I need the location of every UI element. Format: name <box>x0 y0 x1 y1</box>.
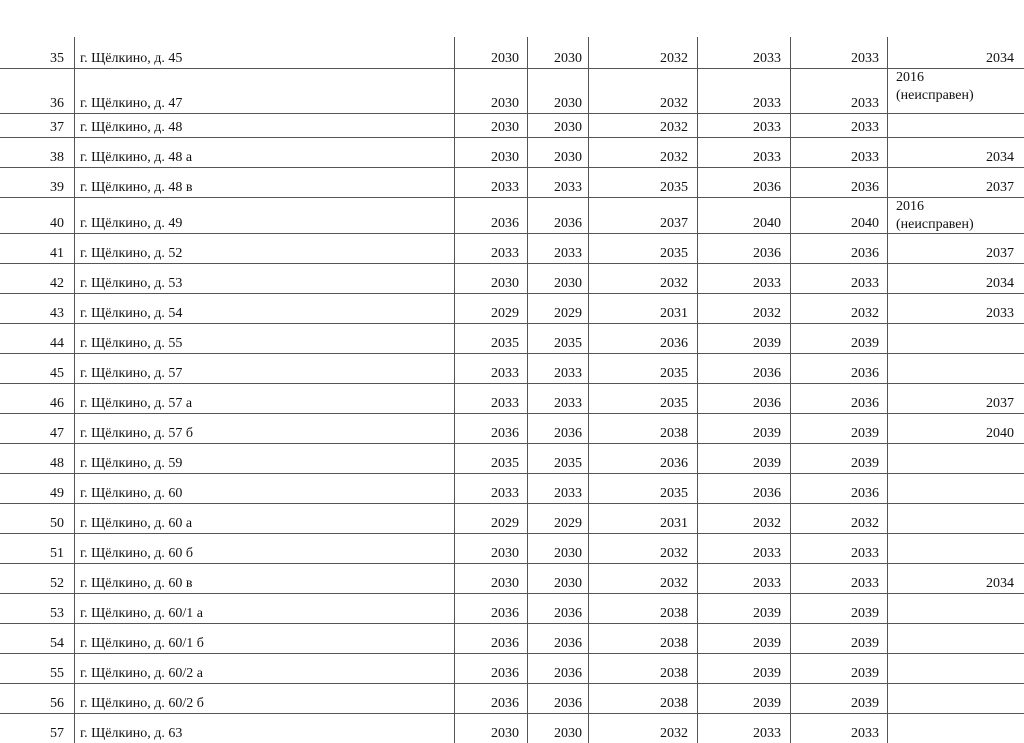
table-row-divider <box>0 413 1024 414</box>
year-cell-6: 2037 <box>986 396 1014 411</box>
year-cell-1: 2036 <box>491 426 519 441</box>
status-note: 2016 <box>896 199 924 214</box>
row-number: 35 <box>50 51 64 66</box>
year-cell-1: 2033 <box>491 486 519 501</box>
row-number: 37 <box>50 120 64 135</box>
table-row-divider <box>0 137 1024 138</box>
year-cell-2: 2030 <box>554 276 582 291</box>
year-cell-2: 2036 <box>554 606 582 621</box>
address-cell: г. Щёлкино, д. 59 <box>80 456 183 471</box>
table-row-divider <box>0 653 1024 654</box>
year-cell-3: 2031 <box>660 306 688 321</box>
year-cell-4: 2036 <box>753 366 781 381</box>
address-cell: г. Щёлкино, д. 60/1 а <box>80 606 203 621</box>
year-cell-3: 2036 <box>660 456 688 471</box>
address-cell: г. Щёлкино, д. 60/2 а <box>80 666 203 681</box>
row-number: 45 <box>50 366 64 381</box>
year-cell-3: 2036 <box>660 336 688 351</box>
year-cell-5: 2036 <box>851 396 879 411</box>
year-cell-1: 2030 <box>491 150 519 165</box>
year-cell-4: 2039 <box>753 636 781 651</box>
year-cell-1: 2033 <box>491 396 519 411</box>
year-cell-4: 2039 <box>753 666 781 681</box>
address-cell: г. Щёлкино, д. 48 а <box>80 150 193 165</box>
row-number: 46 <box>50 396 64 411</box>
year-cell-4: 2033 <box>753 96 781 111</box>
address-cell: г. Щёлкино, д. 48 <box>80 120 183 135</box>
year-cell-1: 2036 <box>491 606 519 621</box>
year-cell-2: 2036 <box>554 216 582 231</box>
year-cell-1: 2033 <box>491 180 519 195</box>
row-number: 48 <box>50 456 64 471</box>
year-cell-1: 2029 <box>491 516 519 531</box>
table-row-divider <box>0 623 1024 624</box>
year-cell-3: 2031 <box>660 516 688 531</box>
table-row-divider <box>0 713 1024 714</box>
year-cell-3: 2032 <box>660 51 688 66</box>
year-cell-6: 2033 <box>986 306 1014 321</box>
year-cell-1: 2030 <box>491 726 519 741</box>
address-cell: г. Щёлкино, д. 48 в <box>80 180 193 195</box>
year-cell-2: 2035 <box>554 336 582 351</box>
year-cell-3: 2032 <box>660 150 688 165</box>
year-cell-5: 2033 <box>851 726 879 741</box>
year-cell-3: 2035 <box>660 246 688 261</box>
year-cell-5: 2036 <box>851 366 879 381</box>
address-cell: г. Щёлкино, д. 60 а <box>80 516 193 531</box>
year-cell-5: 2039 <box>851 456 879 471</box>
year-cell-3: 2035 <box>660 396 688 411</box>
year-cell-2: 2033 <box>554 180 582 195</box>
year-cell-5: 2033 <box>851 150 879 165</box>
row-number: 38 <box>50 150 64 165</box>
year-cell-2: 2033 <box>554 396 582 411</box>
address-cell: г. Щёлкино, д. 63 <box>80 726 183 741</box>
row-number: 53 <box>50 606 64 621</box>
row-number: 54 <box>50 636 64 651</box>
year-cell-4: 2033 <box>753 150 781 165</box>
year-cell-2: 2036 <box>554 666 582 681</box>
address-cell: г. Щёлкино, д. 53 <box>80 276 183 291</box>
address-cell: г. Щёлкино, д. 52 <box>80 246 183 261</box>
year-cell-1: 2033 <box>491 246 519 261</box>
table-row-divider <box>0 113 1024 114</box>
year-cell-3: 2032 <box>660 276 688 291</box>
year-cell-2: 2033 <box>554 486 582 501</box>
year-cell-2: 2033 <box>554 246 582 261</box>
year-cell-4: 2039 <box>753 606 781 621</box>
year-cell-4: 2039 <box>753 426 781 441</box>
row-number: 57 <box>50 726 64 741</box>
year-cell-1: 2036 <box>491 636 519 651</box>
row-number: 50 <box>50 516 64 531</box>
row-number: 43 <box>50 306 64 321</box>
year-cell-4: 2033 <box>753 546 781 561</box>
year-cell-4: 2033 <box>753 726 781 741</box>
year-cell-5: 2033 <box>851 576 879 591</box>
row-number: 41 <box>50 246 64 261</box>
table-row-divider <box>0 533 1024 534</box>
year-cell-5: 2036 <box>851 486 879 501</box>
year-cell-5: 2032 <box>851 306 879 321</box>
address-cell: г. Щёлкино, д. 60/1 б <box>80 636 204 651</box>
year-cell-2: 2036 <box>554 696 582 711</box>
row-number: 44 <box>50 336 64 351</box>
table-column-divider <box>887 37 888 743</box>
row-number: 42 <box>50 276 64 291</box>
year-cell-3: 2038 <box>660 696 688 711</box>
year-cell-2: 2030 <box>554 51 582 66</box>
table-row-divider <box>0 68 1024 69</box>
address-cell: г. Щёлкино, д. 55 <box>80 336 183 351</box>
year-cell-5: 2032 <box>851 516 879 531</box>
year-cell-4: 2039 <box>753 696 781 711</box>
address-cell: г. Щёлкино, д. 54 <box>80 306 183 321</box>
year-cell-3: 2035 <box>660 486 688 501</box>
year-cell-3: 2038 <box>660 666 688 681</box>
year-cell-2: 2030 <box>554 120 582 135</box>
year-cell-5: 2040 <box>851 216 879 231</box>
table-row-divider <box>0 263 1024 264</box>
year-cell-1: 2030 <box>491 276 519 291</box>
table-row-divider <box>0 323 1024 324</box>
year-cell-2: 2029 <box>554 306 582 321</box>
year-cell-3: 2035 <box>660 366 688 381</box>
status-note: 2016 <box>896 70 924 85</box>
year-cell-2: 2030 <box>554 546 582 561</box>
row-number: 55 <box>50 666 64 681</box>
year-cell-5: 2039 <box>851 636 879 651</box>
table-row-divider <box>0 563 1024 564</box>
year-cell-2: 2029 <box>554 516 582 531</box>
year-cell-2: 2030 <box>554 150 582 165</box>
row-number: 36 <box>50 96 64 111</box>
year-cell-6: 2034 <box>986 576 1014 591</box>
year-cell-4: 2033 <box>753 51 781 66</box>
year-cell-6: 2034 <box>986 276 1014 291</box>
year-cell-5: 2033 <box>851 276 879 291</box>
year-cell-1: 2029 <box>491 306 519 321</box>
year-cell-4: 2039 <box>753 336 781 351</box>
address-cell: г. Щёлкино, д. 57 <box>80 366 183 381</box>
table-row-divider <box>0 683 1024 684</box>
year-cell-1: 2036 <box>491 216 519 231</box>
year-cell-3: 2038 <box>660 636 688 651</box>
year-cell-2: 2036 <box>554 636 582 651</box>
address-cell: г. Щёлкино, д. 60 в <box>80 576 193 591</box>
year-cell-6: 2040 <box>986 426 1014 441</box>
year-cell-2: 2035 <box>554 456 582 471</box>
year-cell-5: 2036 <box>851 246 879 261</box>
address-cell: г. Щёлкино, д. 60 <box>80 486 183 501</box>
table-row-divider <box>0 353 1024 354</box>
address-cell: г. Щёлкино, д. 57 а <box>80 396 193 411</box>
year-cell-5: 2039 <box>851 696 879 711</box>
year-cell-1: 2030 <box>491 576 519 591</box>
address-cell: г. Щёлкино, д. 57 б <box>80 426 194 441</box>
year-cell-1: 2036 <box>491 696 519 711</box>
year-cell-3: 2035 <box>660 180 688 195</box>
year-cell-3: 2038 <box>660 606 688 621</box>
year-cell-1: 2030 <box>491 96 519 111</box>
year-cell-6: 2037 <box>986 246 1014 261</box>
table-row-divider <box>0 167 1024 168</box>
row-number: 49 <box>50 486 64 501</box>
year-cell-4: 2039 <box>753 456 781 471</box>
year-cell-2: 2033 <box>554 366 582 381</box>
year-cell-1: 2033 <box>491 366 519 381</box>
status-note: (неисправен) <box>896 88 974 103</box>
year-cell-4: 2036 <box>753 486 781 501</box>
year-cell-4: 2032 <box>753 516 781 531</box>
year-cell-1: 2030 <box>491 546 519 561</box>
table-row-divider <box>0 293 1024 294</box>
year-cell-3: 2032 <box>660 726 688 741</box>
year-cell-3: 2032 <box>660 576 688 591</box>
year-cell-4: 2040 <box>753 216 781 231</box>
table-row-divider <box>0 473 1024 474</box>
year-cell-4: 2033 <box>753 276 781 291</box>
row-number: 39 <box>50 180 64 195</box>
address-cell: г. Щёлкино, д. 60/2 б <box>80 696 204 711</box>
table-row-divider <box>0 593 1024 594</box>
year-cell-2: 2036 <box>554 426 582 441</box>
table-row-divider <box>0 443 1024 444</box>
year-cell-5: 2039 <box>851 606 879 621</box>
year-cell-4: 2032 <box>753 306 781 321</box>
year-cell-4: 2036 <box>753 180 781 195</box>
address-cell: г. Щёлкино, д. 49 <box>80 216 183 231</box>
table-row-divider <box>0 383 1024 384</box>
row-number: 56 <box>50 696 64 711</box>
year-cell-4: 2033 <box>753 576 781 591</box>
year-cell-5: 2033 <box>851 120 879 135</box>
year-cell-5: 2039 <box>851 666 879 681</box>
table-row-divider <box>0 233 1024 234</box>
year-cell-1: 2030 <box>491 51 519 66</box>
year-cell-2: 2030 <box>554 96 582 111</box>
year-cell-1: 2035 <box>491 336 519 351</box>
year-cell-5: 2033 <box>851 96 879 111</box>
table-column-divider <box>74 37 75 743</box>
year-cell-3: 2032 <box>660 120 688 135</box>
year-cell-4: 2036 <box>753 396 781 411</box>
year-cell-3: 2032 <box>660 96 688 111</box>
year-cell-5: 2039 <box>851 336 879 351</box>
year-cell-3: 2037 <box>660 216 688 231</box>
address-cell: г. Щёлкино, д. 47 <box>80 96 183 111</box>
address-cell: г. Щёлкино, д. 60 б <box>80 546 194 561</box>
year-cell-3: 2032 <box>660 546 688 561</box>
row-number: 52 <box>50 576 64 591</box>
address-cell: г. Щёлкино, д. 45 <box>80 51 183 66</box>
year-cell-6: 2037 <box>986 180 1014 195</box>
table-row-divider <box>0 197 1024 198</box>
year-cell-5: 2033 <box>851 546 879 561</box>
year-cell-1: 2030 <box>491 120 519 135</box>
row-number: 47 <box>50 426 64 441</box>
year-cell-6: 2034 <box>986 51 1014 66</box>
year-cell-5: 2039 <box>851 426 879 441</box>
year-cell-1: 2036 <box>491 666 519 681</box>
year-cell-5: 2033 <box>851 51 879 66</box>
year-cell-2: 2030 <box>554 726 582 741</box>
year-cell-3: 2038 <box>660 426 688 441</box>
table-row-divider <box>0 503 1024 504</box>
year-cell-5: 2036 <box>851 180 879 195</box>
row-number: 51 <box>50 546 64 561</box>
year-cell-1: 2035 <box>491 456 519 471</box>
year-cell-2: 2030 <box>554 576 582 591</box>
row-number: 40 <box>50 216 64 231</box>
status-note: (неисправен) <box>896 217 974 232</box>
year-cell-4: 2036 <box>753 246 781 261</box>
year-cell-6: 2034 <box>986 150 1014 165</box>
year-cell-4: 2033 <box>753 120 781 135</box>
